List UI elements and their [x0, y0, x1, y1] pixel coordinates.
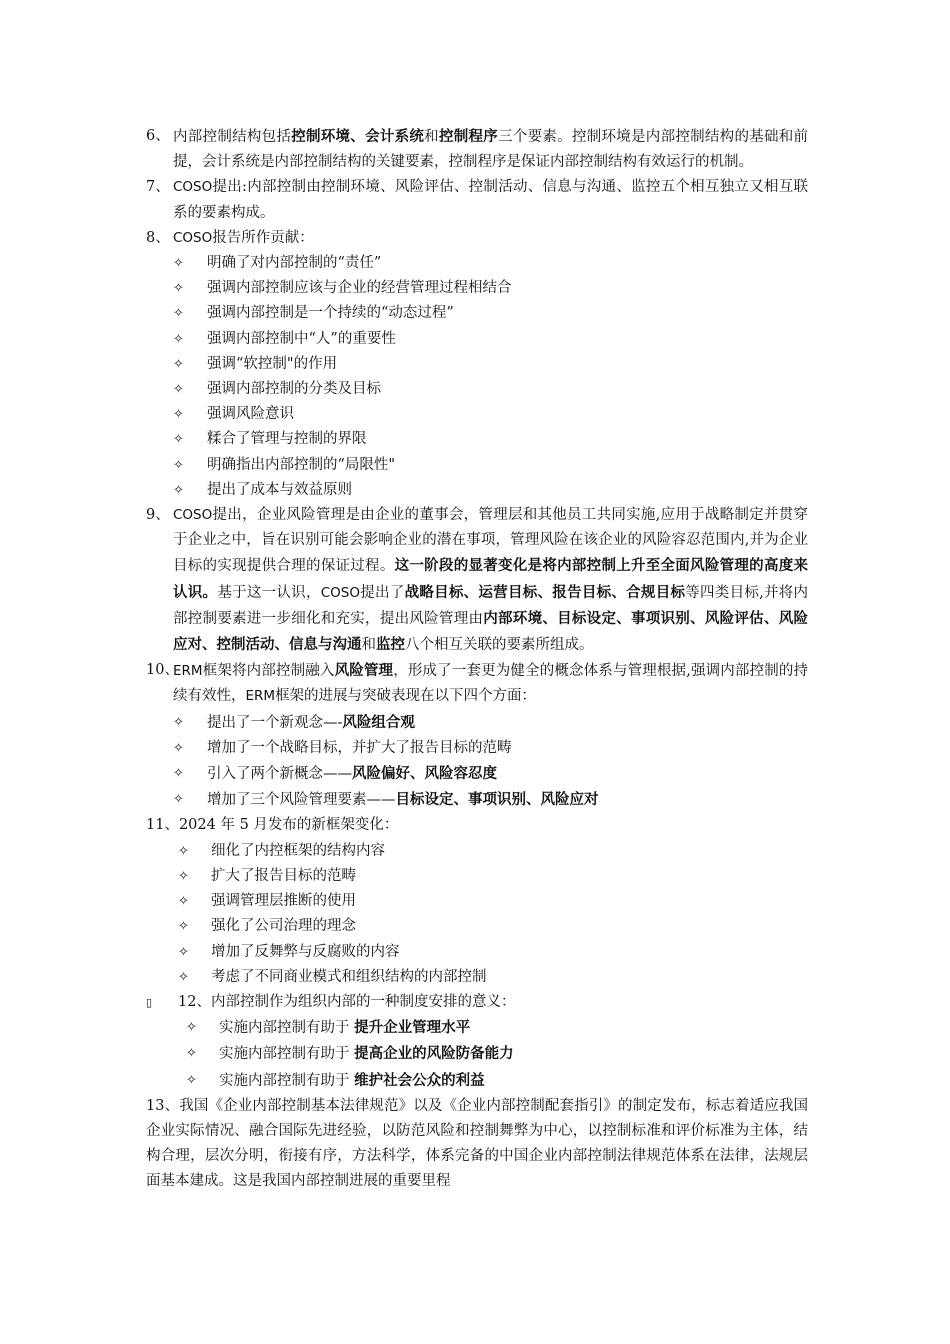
item-6 — [146, 124, 808, 175]
item-13-text: 我国《企业内部控制基本法律规范》以及《企业内部控制配套指引》的制定发布，标志着适应我国企业实际情况、融合国际先进经验，以防范风险和控制舞弊为中心，以控制标准和评价标准为主体，结构合理，层次分明，衔接有序，方法科学，体系完备的中国企业内部控制法律规范体系在法律，法规层面基本建成。这是我国内部控制进展的重要里程 — [146, 1097, 808, 1190]
item-9-text — [173, 507, 808, 653]
list-item — [146, 427, 808, 452]
text-segment: 框架将内部控制融入 — [202, 663, 335, 680]
text-segment: 提出:内部控制由控制环境、风险评估、控制活动、信息与沟通、监控五个相互独立又相互联系的要素构成。 — [173, 179, 808, 221]
list-item — [146, 839, 808, 864]
list-item-bold-text: 风险偏好、风险容忍度 — [352, 765, 497, 783]
diamond-bullet-icon: ✧ — [173, 482, 184, 498]
list-item-text: 强调内部控制的分类及目标 — [207, 381, 381, 398]
list-item — [146, 914, 808, 939]
text-segment: ERM — [245, 688, 276, 705]
list-item — [146, 251, 808, 276]
list-item-text: 强调管理层推断的使用 — [211, 893, 356, 910]
item-number: 9、 — [146, 507, 170, 524]
list-item-text: 提出了一个新观念—- — [207, 714, 343, 731]
item-8-bullet-list — [146, 251, 808, 503]
list-item-text: 强化了公司治理的理念 — [211, 918, 356, 935]
list-item-text: 提出了成本与效益原则 — [207, 481, 352, 498]
list-item-text: 强调内部控制中“人”的重要性 — [207, 330, 396, 347]
document-body — [146, 124, 808, 1195]
text-segment: COSO — [173, 229, 213, 246]
diamond-bullet-icon: ✧ — [173, 331, 184, 347]
list-item-text: 增加了三个风险管理要素—— — [207, 792, 396, 809]
item-7-text — [173, 179, 808, 220]
diamond-bullet-icon: ✧ — [178, 868, 189, 884]
text-segment: COSO — [173, 179, 213, 196]
diamond-bullet-icon: ✧ — [173, 382, 184, 398]
list-item — [146, 377, 808, 402]
list-item — [146, 1015, 808, 1041]
diamond-bullet-icon: ✧ — [178, 919, 189, 935]
item-8 — [146, 226, 808, 251]
diamond-bullet-icon: ✧ — [173, 432, 184, 448]
text-segment: 提出，企业风险管理是由企业的董事会，管理层和其他员工共同实施,应用于战略制定并贯穿于企业之中，旨在识别可能会影响企业的潜在事项，管理风险在该企业的风险容忍范围内,并为企业目标的实现提供合理的保证过程。 — [173, 507, 808, 575]
text-segment: 内部控制结构包括 — [173, 129, 292, 145]
text-segment: 等四类目标,并将内部控制要素进一步细化和充实，提出风险管理由 — [173, 584, 809, 627]
list-item-text: 明确指出内部控制的“局限性" — [207, 456, 396, 473]
list-item — [146, 478, 808, 503]
text-segment: 提出了 — [359, 584, 405, 601]
list-item-text: 实施内部控制有助于 — [219, 1046, 355, 1063]
diamond-bullet-icon: ✧ — [173, 306, 184, 322]
text-segment: 三个要素。控制环境是内部控制结构的基础和前提，会计系统是内部控制结构的关键要素，控制程序是保证内部控制结构有效运行的机制。 — [173, 129, 809, 171]
list-item — [146, 1041, 808, 1067]
diamond-bullet-icon: ✧ — [173, 407, 184, 423]
item-number: 13、 — [146, 1097, 180, 1114]
item-10-text — [173, 663, 808, 704]
item-number: 6、 — [146, 128, 170, 144]
bold-text-segment: 控制程序 — [438, 128, 499, 145]
bold-text-segment: 战略目标、运营目标、报告目标、合规目标 — [404, 583, 686, 601]
bold-text-segment: 这一阶段的显著变化是将内部控制上升至全面风险管理的高度来认识。 — [173, 557, 808, 601]
item-11-text: 2024 年 5 月发布的新框架变化： — [178, 817, 399, 834]
list-item-bold-text: 风险组合观 — [342, 713, 415, 731]
item-7 — [146, 175, 808, 225]
text-segment: COSO — [173, 507, 213, 524]
list-item-text: 明确了对内部控制的“责任” — [207, 255, 382, 272]
text-segment: 和 — [361, 637, 376, 654]
list-item-bold-text: 提高企业的风险防备能力 — [354, 1045, 514, 1063]
bold-text-segment: 监控 — [376, 636, 405, 654]
text-segment: 框架的进展与突破表现在以下四个方面： — [275, 688, 537, 705]
item-number: 11、 — [146, 817, 179, 834]
list-item-text: 实施内部控制有助于 — [219, 1020, 355, 1037]
list-item-text: 细化了内控框架的结构内容 — [211, 842, 385, 859]
item-10-bullet-list — [146, 710, 808, 814]
list-item-text: 扩大了报告目标的范畴 — [211, 867, 356, 884]
item-12-bullet-list — [146, 1015, 808, 1094]
list-item-text: 实施内部控制有助于 — [219, 1072, 355, 1089]
list-item-text: 考虑了不同商业模式和组织结构的内部控制 — [211, 968, 487, 985]
list-item-bold-text: 目标设定、事项识别、风险应对 — [395, 791, 599, 809]
item-number: 12、 — [178, 993, 211, 1010]
diamond-bullet-icon: ✧ — [173, 356, 184, 372]
list-item — [146, 965, 808, 990]
list-item — [146, 864, 808, 889]
list-item — [146, 736, 808, 761]
item-number: 10、 — [146, 662, 179, 679]
list-item-text: 强调内部控制是一个持续的“动态过程” — [207, 305, 454, 322]
diamond-bullet-icon: ✧ — [173, 281, 184, 297]
diamond-bullet-icon: ✧ — [178, 969, 189, 985]
text-segment: 八个相互关联的要素所组成。 — [405, 637, 594, 654]
bold-text-segment: 风险管理 — [334, 662, 394, 680]
list-item — [146, 352, 808, 377]
placeholder-box-icon: ▯ — [146, 995, 153, 1009]
diamond-bullet-icon: ✧ — [178, 894, 189, 910]
list-item — [146, 710, 808, 736]
list-item — [146, 940, 808, 965]
list-item-text: 糅合了管理与控制的界限 — [207, 431, 367, 448]
diamond-bullet-icon: ✧ — [173, 792, 184, 808]
list-item — [146, 301, 808, 326]
diamond-bullet-icon: ✧ — [173, 256, 184, 272]
item-13 — [146, 1094, 808, 1195]
list-item — [146, 453, 808, 478]
list-item-text: 强调“软控制"的作用 — [207, 355, 338, 372]
text-segment: 报告所作贡献： — [212, 229, 314, 246]
text-segment: ERM — [173, 663, 203, 680]
bold-text-segment: 内部环境、目标设定、事项识别、风险评估、风险应对、控制活动、信息与沟通 — [173, 609, 808, 654]
item-number: 7、 — [146, 179, 170, 196]
item-6-text — [173, 129, 808, 170]
item-11 — [146, 813, 808, 838]
list-item-text: 增加了一个战略目标，并扩大了报告目标的范畴 — [207, 739, 512, 756]
list-item-text: 强调风险意识 — [207, 406, 294, 423]
text-segment: 和 — [424, 129, 439, 145]
diamond-bullet-icon: ✧ — [173, 766, 184, 782]
text-segment: COSO — [320, 584, 360, 601]
text-segment: 基于这一认识， — [217, 584, 321, 601]
bold-text-segment: 控制环境、会计系统 — [291, 128, 425, 145]
diamond-bullet-icon: ✧ — [173, 740, 184, 756]
diamond-bullet-icon: ✧ — [186, 1072, 197, 1088]
list-item — [146, 402, 808, 427]
list-item — [146, 787, 808, 813]
diamond-bullet-icon: ✧ — [173, 714, 184, 730]
diamond-bullet-icon: ✧ — [178, 843, 189, 859]
item-12 — [146, 990, 808, 1015]
list-item — [146, 1068, 808, 1094]
list-item-bold-text: 提升企业管理水平 — [354, 1019, 471, 1037]
list-item-bold-text: 维护社会公众的利益 — [354, 1071, 485, 1089]
item-8-text — [173, 230, 314, 246]
item-11-bullet-list — [146, 839, 808, 990]
item-10 — [146, 658, 808, 709]
list-item — [146, 276, 808, 301]
item-12-text: 内部控制作为组织内部的一种制度安排的意义： — [210, 993, 516, 1010]
diamond-bullet-icon: ✧ — [186, 1046, 197, 1062]
list-item — [146, 889, 808, 914]
list-item-text: 增加了反舞弊与反腐败的内容 — [211, 943, 400, 960]
text-segment: ，形成了一套更为健全的概念体系与管理根据,强调内部控制的持续有效性， — [173, 663, 809, 705]
item-9 — [146, 503, 808, 658]
list-item-text: 引入了两个新概念—— — [207, 766, 352, 783]
list-item-text: 强调内部控制应该与企业的经营管理过程相结合 — [207, 280, 512, 297]
diamond-bullet-icon: ✧ — [173, 457, 184, 473]
list-item — [146, 761, 808, 787]
list-item — [146, 327, 808, 352]
diamond-bullet-icon: ✧ — [186, 1020, 197, 1036]
item-number: 8、 — [146, 229, 170, 246]
diamond-bullet-icon: ✧ — [178, 944, 189, 960]
